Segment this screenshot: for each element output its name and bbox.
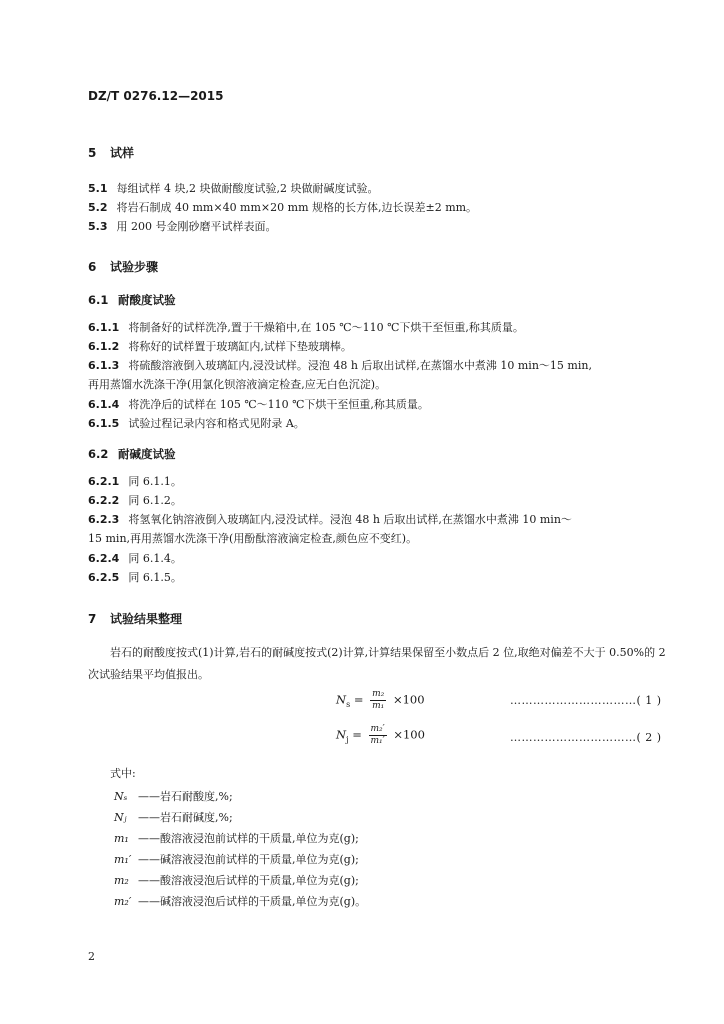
clause-6-1-4 xyxy=(88,397,429,413)
symbol-definition xyxy=(114,809,233,825)
clause-number: 6.1.2 xyxy=(88,340,120,353)
formula-2 xyxy=(336,724,425,747)
clause-6-2-1 xyxy=(88,474,182,490)
formula-2-label xyxy=(510,731,662,744)
clause-6-1-3-continuation: 再用蒸馏水洗涤干净(用氯化钡溶液滴定检查,应无白色沉淀)。 xyxy=(88,378,387,391)
formula-lhs-subscript: j xyxy=(346,734,349,744)
formula-equals: = xyxy=(352,727,362,742)
formula-fraction xyxy=(369,724,387,747)
clause-5-2 xyxy=(88,200,477,216)
symbol-definition xyxy=(114,872,359,888)
symbol: m₁′ xyxy=(114,853,132,866)
clause-6-2-3 xyxy=(88,512,572,528)
clause-text: 将岩石制成 40 mm×40 mm×20 mm 规格的长方体,边长误差±2 mm。 xyxy=(116,201,478,214)
fraction-denominator: m₁ xyxy=(372,701,385,711)
formula-1 xyxy=(336,689,425,712)
clause-number: 6.2.1 xyxy=(88,475,120,488)
clause-number: 5.3 xyxy=(88,220,108,233)
equation-number: ( 1 ) xyxy=(636,694,662,707)
clause-6-1-2 xyxy=(88,339,352,355)
formula-multiplier: ×100 xyxy=(393,727,425,742)
section-title: 试验步骤 xyxy=(110,260,159,274)
symbol-definition xyxy=(114,830,359,846)
clause-number: 6.1.1 xyxy=(88,321,120,334)
clause-text: 将洗净后的试样在 105 ℃～110 ℃下烘干至恒重,称其质量。 xyxy=(128,398,429,411)
symbol-description: ——岩石耐酸度,%; xyxy=(138,790,233,803)
symbol: Nⱼ xyxy=(114,811,127,824)
clause-number: 6.1.3 xyxy=(88,359,120,372)
clause-text: 同 6.1.1。 xyxy=(128,475,182,488)
document-header-id: DZ/T 0276.12—2015 xyxy=(88,89,224,103)
clause-5-3 xyxy=(88,219,277,235)
clause-number: 5.1 xyxy=(88,182,108,195)
clause-5-1 xyxy=(88,181,378,197)
subsection-6-1-heading xyxy=(88,292,176,308)
symbol-description: ——酸溶液浸泡后试样的干质量,单位为克(g); xyxy=(138,874,359,887)
clause-number: 6.2.2 xyxy=(88,494,120,507)
clause-text: 每组试样 4 块,2 块做耐酸度试验,2 块做耐碱度试验。 xyxy=(116,182,379,195)
subsection-title: 耐碱度试验 xyxy=(118,447,176,461)
clause-6-2-4 xyxy=(88,551,182,567)
fraction-numerator: m₂′ xyxy=(370,724,385,734)
symbol: Nₛ xyxy=(114,790,128,803)
formula-multiplier: ×100 xyxy=(392,692,425,707)
symbol-description: ——酸溶液浸泡前试样的干质量,单位为克(g); xyxy=(138,832,359,845)
symbol: m₂ xyxy=(114,874,129,887)
section-number: 5 xyxy=(88,146,97,160)
where-label: 式中: xyxy=(110,767,136,780)
clause-number: 6.2.4 xyxy=(88,552,120,565)
formula-fraction xyxy=(370,689,386,712)
clause-6-1-1 xyxy=(88,320,524,336)
subsection-number: 6.2 xyxy=(88,447,109,461)
section-7-heading xyxy=(88,610,182,627)
symbol: m₂′ xyxy=(114,895,132,908)
fraction-numerator: m₂ xyxy=(372,689,385,699)
formula-lhs: N xyxy=(336,692,347,707)
clause-number: 6.2.5 xyxy=(88,571,120,584)
subsection-6-2-heading xyxy=(88,446,176,462)
symbol-definition xyxy=(114,893,366,909)
formula-lhs-subscript: s xyxy=(346,699,351,709)
formula-lhs: N xyxy=(336,727,347,742)
clause-text: 将氢氧化钠溶液倒入玻璃缸内,浸没试样。浸泡 48 h 后取出试样,在蒸馏水中煮沸 10 min～ xyxy=(128,513,572,526)
symbol-description: ——碱溶液浸泡后试样的干质量,单位为克(g)。 xyxy=(138,895,367,908)
clause-text: 将制备好的试样洗净,置于干燥箱中,在 105 ℃～110 ℃下烘干至恒重,称其质量。 xyxy=(128,321,524,334)
clause-text: 用 200 号金刚砂磨平试样表面。 xyxy=(116,220,277,233)
clause-text: 同 6.1.5。 xyxy=(128,571,182,584)
leader-dots: …………………………… xyxy=(510,694,637,707)
clause-number: 6.1.4 xyxy=(88,398,120,411)
formula-1-label xyxy=(510,694,662,707)
clause-6-2-3-continuation: 15 min,再用蒸馏水洗涤干净(用酚酞溶液滴定检查,颜色应不变红)。 xyxy=(88,532,418,545)
clause-6-1-5 xyxy=(88,416,305,432)
clause-6-1-3 xyxy=(88,358,592,374)
section-5-heading xyxy=(88,144,134,161)
clause-text: 同 6.1.2。 xyxy=(128,494,182,507)
clause-6-2-2 xyxy=(88,493,182,509)
symbol-definition xyxy=(114,788,233,804)
section-number: 7 xyxy=(88,612,97,626)
subsection-number: 6.1 xyxy=(88,293,109,307)
clause-number: 6.1.5 xyxy=(88,417,120,430)
symbol: m₁ xyxy=(114,832,129,845)
symbol-description: ——碱溶液浸泡前试样的干质量,单位为克(g); xyxy=(138,853,359,866)
clause-6-2-5 xyxy=(88,570,182,586)
clause-number: 5.2 xyxy=(88,201,108,214)
clause-text: 将硫酸溶液倒入玻璃缸内,浸没试样。浸泡 48 h 后取出试样,在蒸馏水中煮沸 10 min～15 min, xyxy=(128,359,592,372)
results-intro-paragraph: 岩石的耐酸度按式(1)计算,岩石的耐碱度按式(2)计算,计算结果保留至小数点后 2 位,取绝对偏差不大于 0.50%的 2 次试验结果平均值报出。 xyxy=(88,646,666,681)
fraction-denominator: m₁′ xyxy=(370,736,385,746)
section-number: 6 xyxy=(88,260,97,274)
formula-equals: = xyxy=(353,692,364,707)
equation-number: ( 2 ) xyxy=(636,731,662,744)
clause-text: 试验过程记录内容和格式见附录 A。 xyxy=(128,417,305,430)
symbol-definition xyxy=(114,851,359,867)
subsection-title: 耐酸度试验 xyxy=(118,293,176,307)
page-number: 2 xyxy=(88,950,95,963)
clause-text: 同 6.1.4。 xyxy=(128,552,182,565)
leader-dots: …………………………… xyxy=(510,731,637,744)
clause-number: 6.2.3 xyxy=(88,513,120,526)
section-title: 试样 xyxy=(110,146,135,160)
section-title: 试验结果整理 xyxy=(110,612,183,626)
section-6-heading xyxy=(88,258,158,275)
symbol-description: ——岩石耐碱度,%; xyxy=(138,811,233,824)
clause-text: 将称好的试样置于玻璃缸内,试样下垫玻璃棒。 xyxy=(128,340,352,353)
